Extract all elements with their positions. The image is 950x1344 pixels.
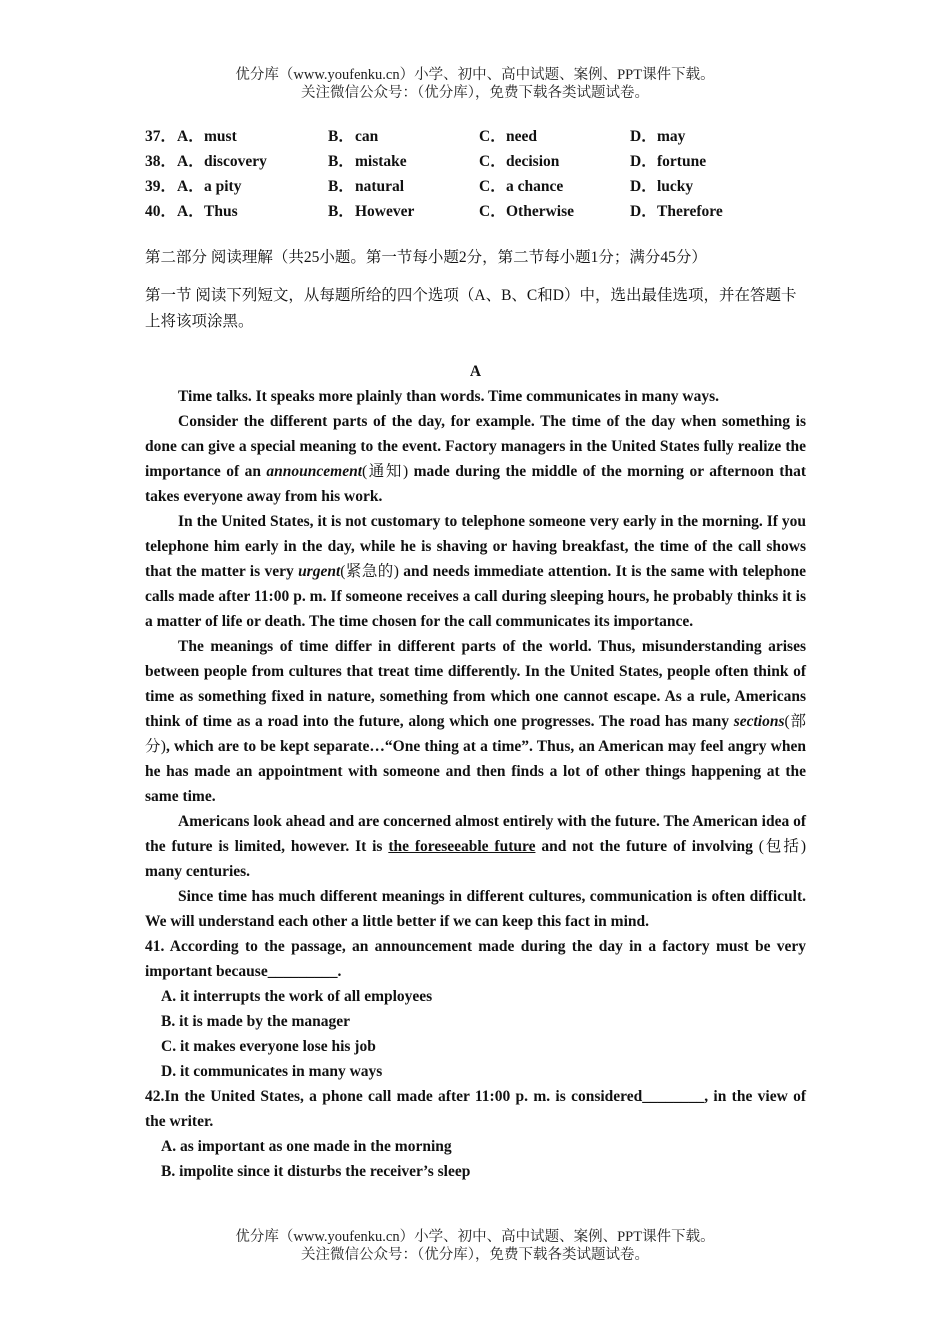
option-a: A．Thus — [177, 203, 238, 220]
footer-line-2: 关注微信公众号：（优分库），免费下载各类试题试卷。 — [301, 1247, 649, 1263]
passage-paragraph-5: Americans look ahead and are concerned almost entirely with the future. The American idea of the future is limited, however. It is the foreseeable future and not the future of involving (包括) many centuries. — [145, 813, 806, 880]
option-a: A．a pity — [177, 178, 242, 195]
vocab-gloss: (部分) — [145, 713, 806, 755]
option-row-37 — [145, 124, 806, 149]
vocab-term: sections — [733, 713, 785, 730]
option-d: D．may — [630, 128, 686, 145]
header-line-2: 关注微信公众号：（优分库），免费下载各类试题试卷。 — [301, 85, 649, 101]
option-b: B．can — [328, 128, 379, 145]
vocab-term: urgent — [298, 563, 341, 580]
vocab-gloss: (紧急的) — [340, 563, 399, 580]
question-41-choice-c: C. it makes everyone lose his job — [161, 1038, 376, 1055]
option-row-38 — [145, 149, 806, 174]
question-41-stem: 41. According to the passage, an announcement made during the day in a factory must be very important because_________. — [145, 938, 806, 980]
question-41-choice-a: A. it interrupts the work of all employees — [161, 988, 433, 1005]
option-b: B．However — [328, 203, 415, 220]
page-header — [0, 66, 950, 102]
option-d: D．Therefore — [630, 203, 723, 220]
vocab-gloss: (包括) — [758, 838, 806, 855]
vocab-gloss: (通知) — [362, 463, 409, 480]
passage-paragraph-3: In the United States, it is not customary to telephone someone very early in the morning. If you telephone him early in the day, while he is shaving or having breakfast, the time of the call shows that the matter is very urgent(紧急的) and needs immediate attention. It is the same with telephone calls made after 11:00 p. m. If someone receives a call during sleeping hours, he probably thinks it is a matter of life or death. The time chosen for the call communicates its importance. — [145, 513, 806, 630]
passage-paragraph-1: Time talks. It speaks more plainly than words. Time communicates in many ways. — [178, 388, 719, 405]
option-b: B．mistake — [328, 153, 407, 170]
question-number: 40． — [145, 203, 177, 220]
question-41-choice-b: B. it is made by the manager — [161, 1013, 351, 1030]
option-d: D．lucky — [630, 178, 694, 195]
passage-paragraph-6: Since time has much different meanings in different cultures, communication is often difficult. We will understand each other a little better if we can keep this fact in mind. — [145, 888, 806, 930]
question-number: 38． — [145, 153, 177, 170]
option-a: A．discovery — [177, 153, 267, 170]
header-line-1: 优分库（www.youfenku.cn）小学、初中、高中试题、案例、PPT课件下载。 — [235, 67, 715, 83]
footer-line-1: 优分库（www.youfenku.cn）小学、初中、高中试题、案例、PPT课件下载。 — [235, 1229, 715, 1245]
page-content — [145, 124, 806, 1184]
cloze-options — [145, 124, 806, 224]
question-number: 37． — [145, 128, 177, 145]
section-title: 第二部分 阅读理解（共25小题。第一节每小题2分，第二节每小题1分；满分45分） — [145, 249, 707, 266]
question-42-stem: 42.In the United States, a phone call made after 11:00 p. m. is considered________, in the view of the writer. — [145, 1088, 806, 1130]
question-number: 39． — [145, 178, 177, 195]
question-41-choice-d: D. it communicates in many ways — [161, 1063, 383, 1080]
option-c: C．Otherwise — [479, 203, 575, 220]
passage-paragraph-2: Consider the different parts of the day, for example. The time of the day when something is done can give a special meaning to the event. Factory managers in the United States fully realize the importance of an announcement(通知) made during the middle of the morning or afternoon that takes everyone away from his work. — [145, 413, 806, 505]
passage-paragraph-4: The meanings of time differ in different parts of the world. Thus, misunderstanding arises between people from cultures that treat time differently. In the United States, people often think of time as something fixed in nature, something from which one cannot escape. As a rule, Americans think of time as a road into the future, along which one progresses. The road has many sections(部分), which are to be kept separate…“One thing at a time”. Thus, an American may feel angry when he has made an appointment with someone and then finds a lot of other things happening at the same time. — [145, 638, 806, 805]
vocab-term: announcement — [266, 463, 363, 480]
option-row-40 — [145, 199, 806, 224]
option-c: C．decision — [479, 153, 560, 170]
passage-title: A — [469, 363, 482, 380]
question-42-choice-a: A. as important as one made in the morning — [161, 1138, 452, 1155]
question-42-choice-b: B. impolite since it disturbs the receiver’s sleep — [161, 1163, 471, 1180]
option-d: D．fortune — [630, 153, 707, 170]
page-footer — [0, 1228, 950, 1264]
section-instructions: 第一节 阅读下列短文，从每题所给的四个选项（A、B、C和D）中，选出最佳选项，并在答题卡上将该项涂黑。 — [145, 287, 797, 330]
option-c: C．a chance — [479, 178, 564, 195]
option-c: C．need — [479, 128, 537, 145]
option-row-39 — [145, 174, 806, 199]
underlined-phrase: the foreseeable future — [388, 838, 536, 855]
option-b: B．natural — [328, 178, 405, 195]
option-a: A．must — [177, 128, 237, 145]
